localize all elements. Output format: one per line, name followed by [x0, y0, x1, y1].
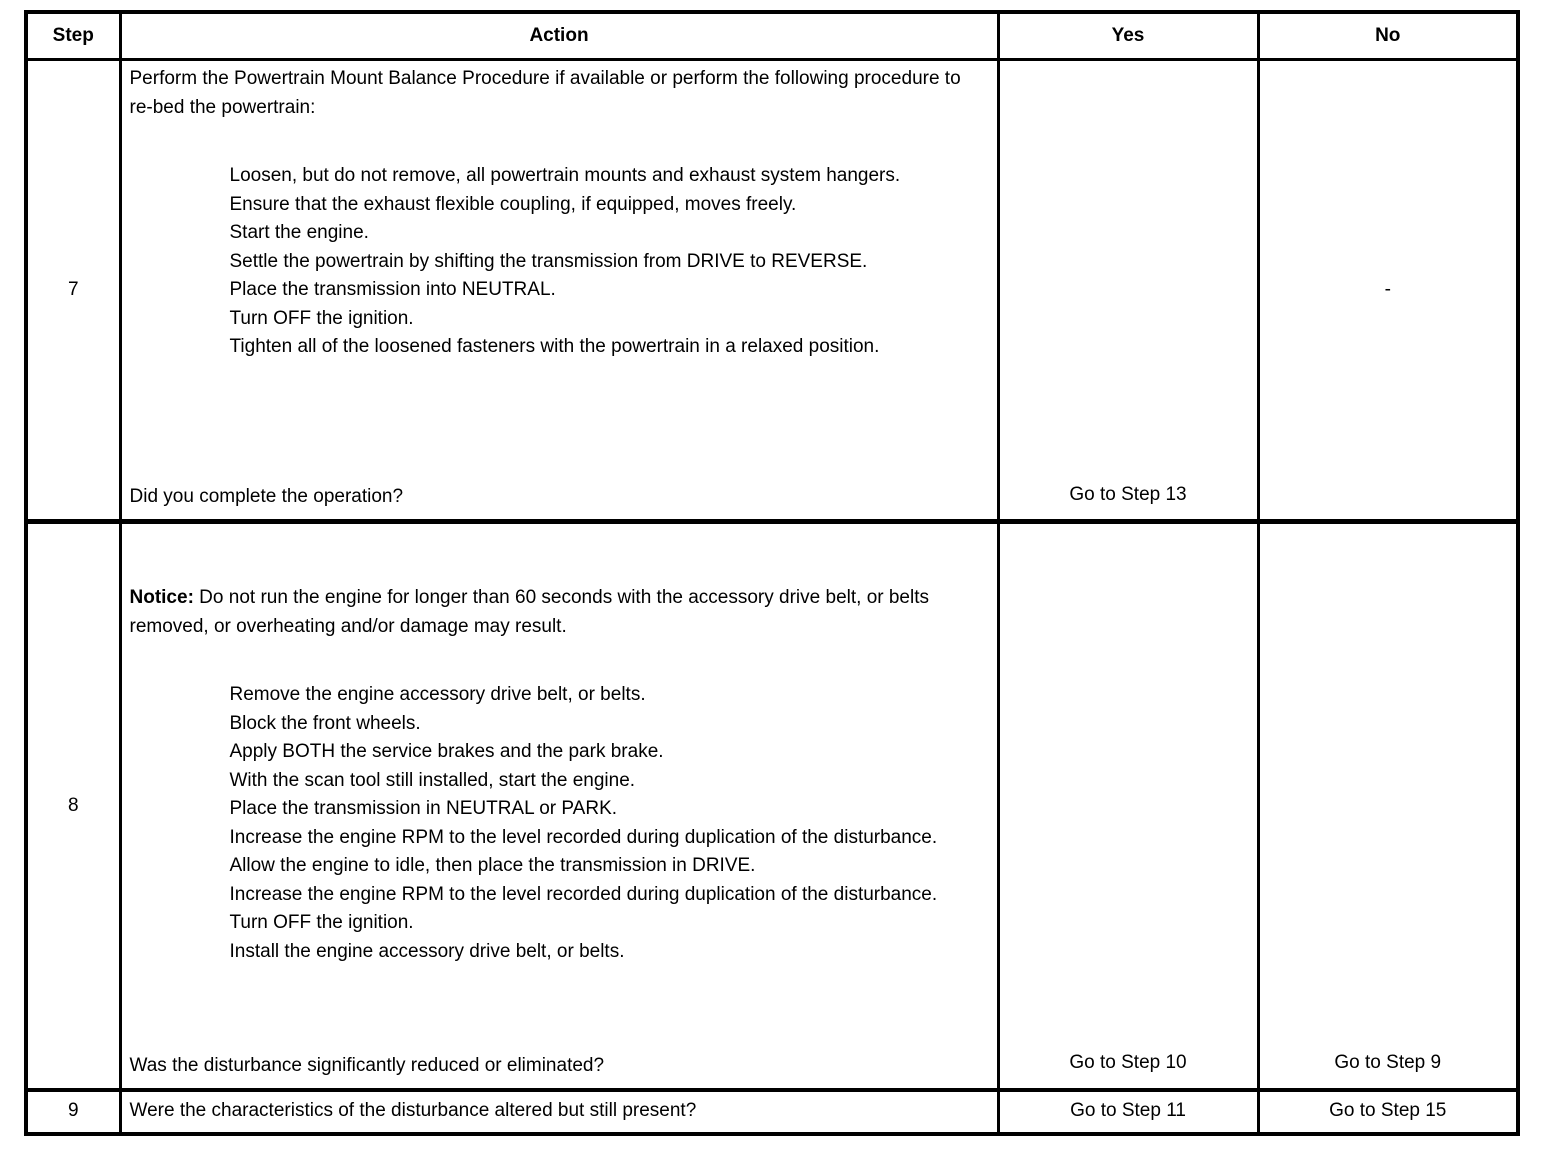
action-step-item: Tighten all of the loosened fasteners with the powertrain in a relaxed position.: [229, 336, 880, 357]
action-steps-list: [230, 162, 989, 362]
step-number: 9: [26, 1090, 120, 1134]
action-step-item: Block the front wheels.: [229, 712, 421, 734]
action-step-item: Place the transmission in NEUTRAL or PARK.: [229, 798, 618, 819]
header-no: No: [1258, 12, 1518, 60]
table-row-step-9: [26, 1090, 1518, 1134]
header-yes: Yes: [998, 12, 1258, 60]
table-row-step-7: [26, 60, 1518, 522]
action-step-item: Apply BOTH the service brakes and the park brake.: [229, 741, 664, 762]
action-step-item: Start the engine.: [229, 222, 369, 243]
yes-cell: Go to Step 10: [998, 522, 1258, 1090]
header-step: Step: [26, 12, 120, 60]
action-content: [130, 528, 989, 1080]
yes-cell: Go to Step 13: [998, 60, 1258, 522]
action-step-item: Place the transmission into NEUTRAL.: [229, 279, 556, 300]
action-step-item: Turn OFF the ignition.: [229, 912, 414, 933]
action-step-item: Allow the engine to idle, then place the transmission in DRIVE.: [229, 855, 756, 876]
action-cell: [120, 522, 998, 1090]
action-step-item: Increase the engine RPM to the level recorded during duplication of the disturbance.: [229, 883, 938, 905]
table-row-step-8: [26, 522, 1518, 1090]
action-cell: [120, 1090, 998, 1134]
no-cell: Go to Step 15: [1258, 1090, 1518, 1134]
step-number: 8: [26, 522, 120, 1090]
header-row: [26, 12, 1518, 60]
action-step-item: Turn OFF the ignition.: [229, 307, 414, 329]
action-step-item: Remove the engine accessory drive belt, or belts.: [229, 684, 646, 705]
action-step-item: Increase the engine RPM to the level recorded during duplication of the disturbance.: [229, 826, 938, 848]
diagnostic-steps-table: [24, 10, 1520, 1136]
action-steps-list: [230, 681, 989, 966]
action-content: [130, 65, 989, 511]
step-number: 7: [26, 60, 120, 522]
notice-text: Do not run the engine for longer than 60 seconds with the accessory drive belt, or belts removed, or overheating and/or damage may result.: [129, 587, 929, 637]
action-notice: [130, 584, 989, 641]
notice-label: Notice:: [129, 587, 194, 608]
action-step-item: Install the engine accessory drive belt, or belts.: [229, 940, 625, 962]
header-action: Action: [120, 12, 998, 60]
action-question: Were the characteristics of the disturbance altered but still present?: [129, 1100, 697, 1122]
yes-cell: Go to Step 11: [998, 1090, 1258, 1134]
action-step-item: Loosen, but do not remove, all powertrain mounts and exhaust system hangers.: [229, 165, 901, 186]
action-cell: [120, 60, 998, 522]
no-cell: -: [1258, 60, 1518, 522]
action-question: Did you complete the operation?: [129, 485, 404, 507]
no-cell: Go to Step 9: [1258, 522, 1518, 1090]
action-step-item: Ensure that the exhaust flexible coupling, if equipped, moves freely.: [229, 193, 797, 215]
action-step-item: With the scan tool still installed, start the engine.: [229, 769, 636, 791]
action-intro: Perform the Powertrain Mount Balance Procedure if available or perform the following procedure to re-bed the powertrain:: [129, 68, 961, 118]
action-step-item: Settle the powertrain by shifting the transmission from DRIVE to REVERSE.: [229, 250, 868, 272]
action-question: Was the disturbance significantly reduced or eliminated?: [129, 1054, 605, 1076]
